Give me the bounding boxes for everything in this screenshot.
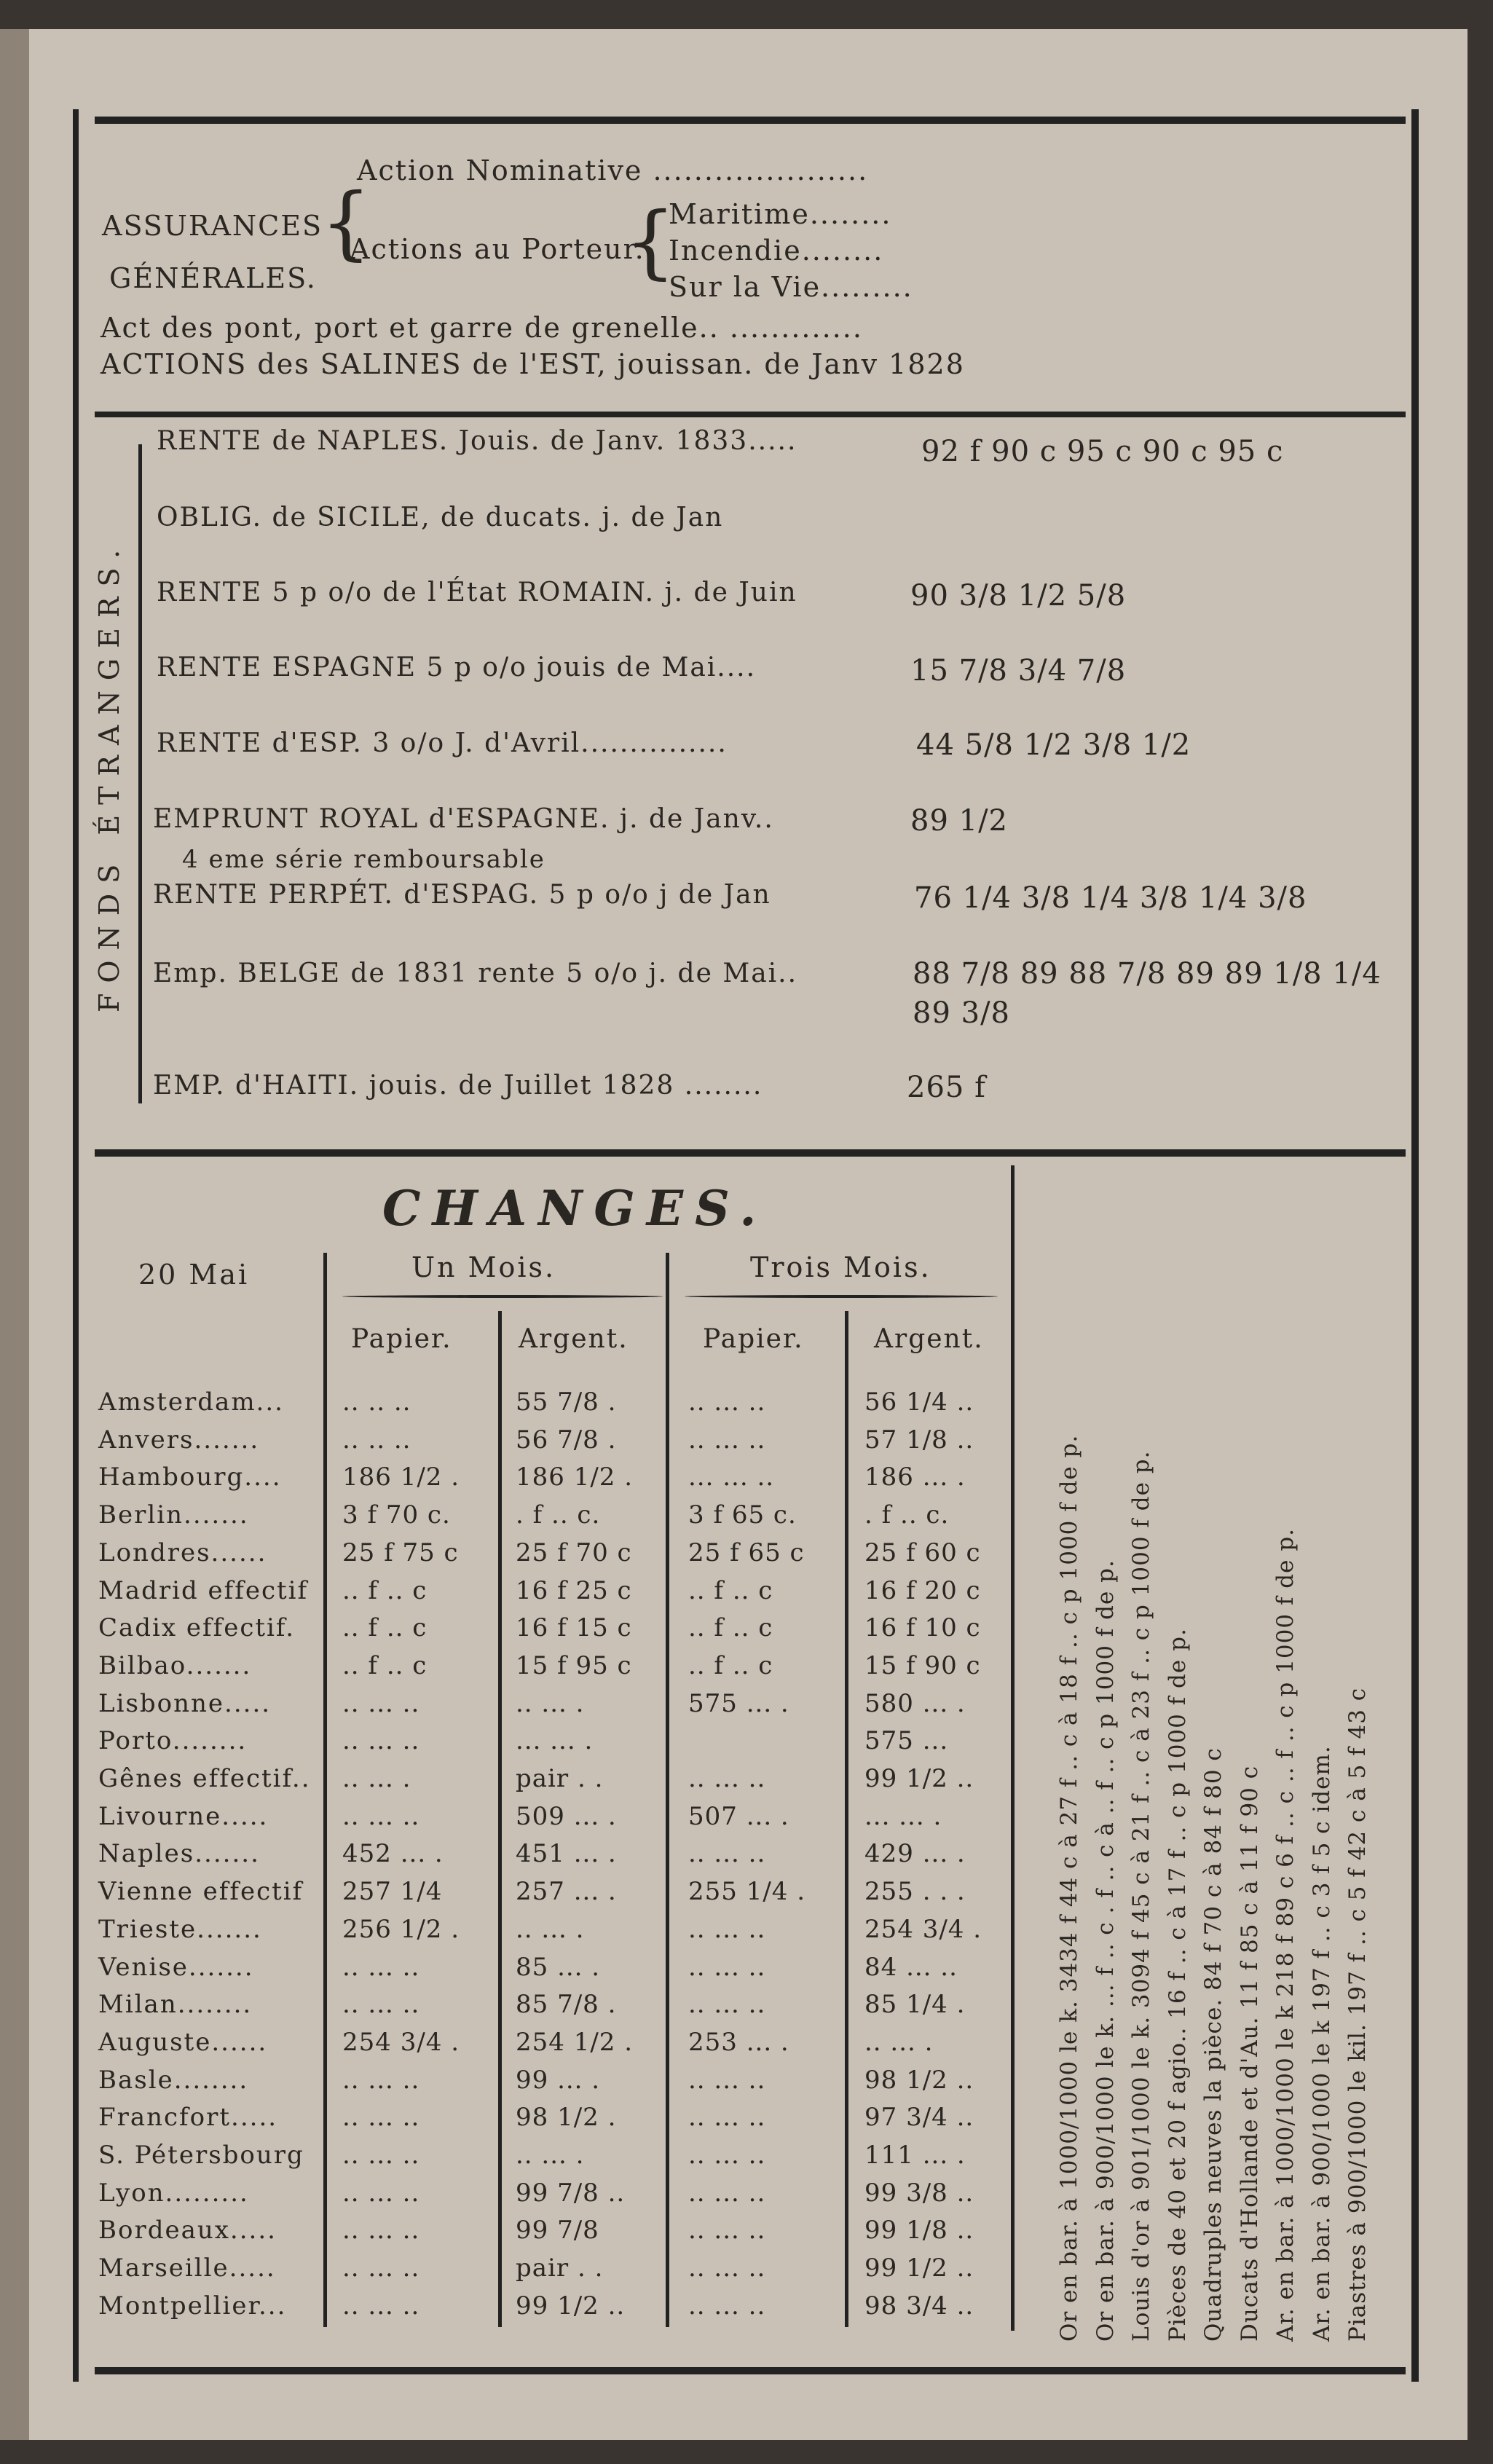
changes-row-23-c3: .. ... .. <box>688 2254 766 2283</box>
rule-changes <box>95 1149 1406 1157</box>
rule-fonds <box>95 412 1406 417</box>
fonds-row-4-value: 44 5/8 1/2 3/8 1/2 <box>916 728 1191 762</box>
changes-row-3-c4: . f .. c. <box>864 1500 950 1530</box>
fonds-row-5-value: 89 1/2 <box>910 804 1008 838</box>
changes-row-24-city: Montpellier... <box>98 2291 287 2321</box>
maritime: Maritime........ <box>669 198 892 230</box>
changes-row-18-city: Basle........ <box>98 2065 249 2095</box>
changes-row-1-c1: .. .. .. <box>342 1425 411 1455</box>
changes-row-2-city: Hambourg.... <box>98 1463 282 1492</box>
changes-row-4-c1: 25 f 75 c <box>342 1538 459 1567</box>
changes-row-10-c2: pair . . <box>516 1764 604 1793</box>
changes-row-6-c2: 16 f 15 c <box>516 1613 632 1643</box>
trois-mois-header: Trois Mois. <box>750 1251 931 1283</box>
fonds-row-7-name: RENTE PERPÉT. d'ESPAG. 5 p o/o j de Jan <box>153 880 771 910</box>
changes-row-21-c1: .. ... .. <box>342 2178 420 2208</box>
changes-row-9-c4: 575 ... <box>864 1726 949 1756</box>
changes-row-12-c4: 429 ... . <box>864 1839 966 1869</box>
fonds-row-9-value: 89 3/8 <box>913 996 1010 1030</box>
changes-row-20-c3: .. ... .. <box>688 2141 766 2170</box>
changes-row-23-city: Marseille..... <box>98 2254 276 2283</box>
col-line-5 <box>1011 1165 1015 2331</box>
fonds-etrangers-label: FONDS ÉTRANGERS. <box>93 539 125 1012</box>
changes-row-18-c4: 98 1/2 .. <box>864 2065 974 2095</box>
binding-edge <box>0 29 29 2440</box>
changes-row-11-c4: ... ... . <box>864 1801 942 1831</box>
changes-row-15-city: Venise....... <box>98 1952 254 1982</box>
actions-porteur: Actions au Porteur. <box>350 233 645 265</box>
changes-row-14-c1: 256 1/2 . <box>342 1914 460 1944</box>
changes-row-15-c1: .. ... .. <box>342 1952 420 1982</box>
changes-row-23-c1: .. ... .. <box>342 2254 420 2283</box>
changes-row-5-city: Madrid effectif <box>98 1575 309 1605</box>
changes-row-7-city: Bilbao....... <box>98 1650 252 1680</box>
trois-mois-rule <box>685 1295 998 1298</box>
changes-row-21-city: Lyon......... <box>98 2178 249 2208</box>
fonds-row-8-name: Emp. BELGE de 1831 rente 5 o/o j. de Mai.. <box>153 959 798 988</box>
changes-row-9-c2: ... ... . <box>516 1726 594 1756</box>
changes-row-6-city: Cadix effectif. <box>98 1613 296 1643</box>
changes-row-17-c3: 253 ... . <box>688 2027 789 2057</box>
metal-line-5: Ducats d'Hollande et d'Au. 11 f 85 c à 11 f 90 c <box>1236 1765 1263 2342</box>
changes-row-19-c3: .. ... .. <box>688 2103 766 2133</box>
changes-row-4-city: Londres...... <box>98 1538 267 1567</box>
changes-row-1-city: Anvers....... <box>98 1425 260 1455</box>
changes-row-22-city: Bordeaux..... <box>98 2216 277 2245</box>
changes-row-8-c4: 580 ... . <box>864 1688 966 1718</box>
col-line-1 <box>323 1253 327 2327</box>
changes-row-0-c2: 55 7/8 . <box>516 1388 617 1417</box>
fonds-divider <box>138 444 142 1103</box>
changes-row-0-c1: .. .. .. <box>342 1388 411 1417</box>
changes-row-4-c3: 25 f 65 c <box>688 1538 805 1567</box>
changes-row-7-c2: 15 f 95 c <box>516 1650 632 1680</box>
changes-row-24-c3: .. ... .. <box>688 2291 766 2321</box>
changes-row-11-c1: .. ... .. <box>342 1801 420 1831</box>
changes-row-16-c1: .. ... .. <box>342 1990 420 2020</box>
metal-line-3: Pièces de 40 et 20 f agio.. 16 f .. c à 17 f .. c p 1000 f de p. <box>1164 1628 1191 2342</box>
top-rule <box>95 117 1406 124</box>
changes-row-15-c3: .. ... .. <box>688 1952 766 1982</box>
metal-line-8: Piastres à 900/1000 le kil. 197 f .. c 5 f 42 c à 5 f 43 c <box>1344 1687 1371 2342</box>
changes-row-10-c1: .. ... . <box>342 1764 411 1793</box>
changes-row-14-c4: 254 3/4 . <box>864 1914 982 1944</box>
changes-row-17-c4: .. ... . <box>864 2027 934 2057</box>
changes-row-22-c4: 99 1/8 .. <box>864 2216 974 2245</box>
changes-row-21-c4: 99 3/8 .. <box>864 2178 974 2208</box>
changes-row-5-c2: 16 f 25 c <box>516 1575 632 1605</box>
changes-row-22-c1: .. ... .. <box>342 2216 420 2245</box>
changes-row-20-c4: 111 ... . <box>864 2141 966 2170</box>
changes-row-7-c4: 15 f 90 c <box>864 1650 981 1680</box>
changes-row-8-c3: 575 ... . <box>688 1688 789 1718</box>
changes-row-0-city: Amsterdam... <box>98 1388 284 1417</box>
fonds-row-10-name: EMP. d'HAITI. jouis. de Juillet 1828 ........ <box>153 1071 763 1101</box>
un-mois-header: Un Mois. <box>411 1251 556 1283</box>
changes-row-2-c4: 186 ... . <box>864 1463 966 1492</box>
changes-row-6-c3: .. f .. c <box>688 1613 773 1643</box>
changes-row-8-city: Lisbonne..... <box>98 1688 272 1718</box>
changes-row-17-c2: 254 1/2 . <box>516 2027 634 2057</box>
changes-row-8-c2: .. ... . <box>516 1688 585 1718</box>
changes-row-5-c4: 16 f 20 c <box>864 1575 981 1605</box>
changes-row-13-c4: 255 . . . <box>864 1877 966 1907</box>
changes-row-24-c2: 99 1/2 .. <box>516 2291 626 2321</box>
changes-row-5-c3: .. f .. c <box>688 1575 773 1605</box>
changes-row-20-c2: .. ... . <box>516 2141 585 2170</box>
changes-row-14-c3: .. ... .. <box>688 1914 766 1944</box>
changes-row-19-c1: .. ... .. <box>342 2103 420 2133</box>
incendie: Incendie........ <box>669 235 884 267</box>
changes-row-4-c2: 25 f 70 c <box>516 1538 632 1567</box>
changes-row-19-c4: 97 3/4 .. <box>864 2103 974 2133</box>
metal-line-4: Quadruples neuves la pièce. 84 f 70 c à 84 f 80 c <box>1200 1747 1226 2342</box>
changes-row-11-c2: 509 ... . <box>516 1801 617 1831</box>
changes-row-2-c1: 186 1/2 . <box>342 1463 460 1492</box>
changes-row-21-c3: .. ... .. <box>688 2178 766 2208</box>
changes-row-19-c2: 98 1/2 . <box>516 2103 617 2133</box>
changes-row-16-c2: 85 7/8 . <box>516 1990 617 2020</box>
changes-row-16-c3: .. ... .. <box>688 1990 766 2020</box>
fonds-row-5-name: EMPRUNT ROYAL d'ESPAGNE. j. de Janv.. <box>153 804 774 834</box>
changes-row-11-city: Livourne..... <box>98 1801 269 1831</box>
changes-row-6-c4: 16 f 10 c <box>864 1613 981 1643</box>
changes-row-3-city: Berlin....... <box>98 1500 249 1530</box>
metal-line-7: Ar. en bar. à 900/1000 le k 197 f .. c 3 f 5 c idem. <box>1308 1745 1335 2342</box>
changes-row-24-c1: .. ... .. <box>342 2291 420 2321</box>
fonds-row-2-name: RENTE 5 p o/o de l'État ROMAIN. j. de Juin <box>157 578 797 607</box>
fonds-row-4-name: RENTE d'ESP. 3 o/o J. d'Avril............... <box>157 728 728 758</box>
changes-row-4-c4: 25 f 60 c <box>864 1538 981 1567</box>
changes-row-23-c2: pair . . <box>516 2254 604 2283</box>
metal-line-2: Louis d'or à 901/1000 le k. 3094 f 45 c à 21 f .. c à 23 f .. c p 1000 f de p. <box>1128 1450 1154 2342</box>
changes-row-22-c3: .. ... .. <box>688 2216 766 2245</box>
changes-row-12-city: Naples....... <box>98 1839 260 1869</box>
changes-row-1-c4: 57 1/8 .. <box>864 1425 974 1455</box>
changes-row-2-c2: 186 1/2 . <box>516 1463 634 1492</box>
changes-row-6-c1: .. f .. c <box>342 1613 428 1643</box>
fonds-row-0-name: RENTE de NAPLES. Jouis. de Janv. 1833..... <box>157 426 797 456</box>
action-nominative: Action Nominative ..................... <box>357 154 869 186</box>
changes-row-12-c3: .. ... .. <box>688 1839 766 1869</box>
col-line-2 <box>498 1311 502 2327</box>
changes-row-23-c4: 99 1/2 .. <box>864 2254 974 2283</box>
actions-salines: ACTIONS des SALINES de l'EST, jouissan. de Janv 1828 <box>101 348 965 380</box>
changes-row-16-c4: 85 1/4 . <box>864 1990 966 2020</box>
changes-row-12-c2: 451 ... . <box>516 1839 617 1869</box>
changes-row-24-c4: 98 3/4 .. <box>864 2291 974 2321</box>
changes-date: 20 Mai <box>138 1259 250 1291</box>
changes-row-13-c1: 257 1/4 <box>342 1877 443 1907</box>
changes-row-8-c1: .. ... .. <box>342 1688 420 1718</box>
argent-header-1: Argent. <box>519 1324 629 1354</box>
changes-row-10-city: Gênes effectif.. <box>98 1764 311 1793</box>
papier-header-2: Papier. <box>703 1324 804 1354</box>
changes-row-18-c3: .. ... .. <box>688 2065 766 2095</box>
changes-row-13-city: Vienne effectif <box>98 1877 304 1907</box>
changes-row-10-c4: 99 1/2 .. <box>864 1764 974 1793</box>
changes-row-3-c1: 3 f 70 c. <box>342 1500 451 1530</box>
changes-row-9-city: Porto........ <box>98 1726 248 1756</box>
fonds-row-8-value: 88 7/8 89 88 7/8 89 89 1/8 1/4 <box>913 957 1382 991</box>
un-mois-rule <box>342 1295 663 1298</box>
changes-row-7-c3: .. f .. c <box>688 1650 773 1680</box>
changes-row-14-city: Trieste....... <box>98 1914 262 1944</box>
fonds-row-0-value: 92 f 90 c 95 c 90 c 95 c <box>921 435 1284 468</box>
bottom-rule <box>95 2367 1406 2374</box>
brace-porteur: { <box>625 194 676 288</box>
changes-row-5-c1: .. f .. c <box>342 1575 428 1605</box>
assurances-label-2: GÉNÉRALES. <box>109 262 317 294</box>
changes-row-15-c2: 85 ... . <box>516 1952 601 1982</box>
fonds-row-3-value: 15 7/8 3/4 7/8 <box>910 654 1127 688</box>
changes-row-21-c2: 99 7/8 .. <box>516 2178 626 2208</box>
fonds-row-6-name: 4 eme série remboursable <box>182 845 545 874</box>
fonds-row-7-value: 76 1/4 3/8 1/4 3/8 1/4 3/8 <box>914 881 1307 915</box>
changes-row-10-c3: .. ... .. <box>688 1764 766 1793</box>
argent-header-2: Argent. <box>874 1324 984 1354</box>
changes-row-3-c2: . f .. c. <box>516 1500 601 1530</box>
changes-row-1-c2: 56 7/8 . <box>516 1425 617 1455</box>
fonds-row-3-name: RENTE ESPAGNE 5 p o/o jouis de Mai.... <box>157 653 757 682</box>
changes-row-0-c4: 56 1/4 .. <box>864 1388 974 1417</box>
changes-row-14-c2: .. ... . <box>516 1914 585 1944</box>
changes-row-16-city: Milan........ <box>98 1990 253 2020</box>
col-line-3 <box>666 1253 669 2327</box>
changes-title: CHANGES. <box>382 1180 768 1237</box>
changes-row-1-c3: .. ... .. <box>688 1425 766 1455</box>
metal-line-6: Ar. en bar. à 1000/1000 le k 218 f 89 c 6 f .. c .. f .. c p 1000 f de p. <box>1272 1527 1299 2342</box>
changes-row-20-city: S. Pétersbourg <box>98 2141 304 2170</box>
metal-line-1: Or en bar. à 900/1000 le k. ... f .. c . f .. c à .. f .. c p 1000 f de p. <box>1092 1559 1119 2342</box>
fonds-row-2-value: 90 3/8 1/2 5/8 <box>910 579 1127 613</box>
changes-row-12-c1: 452 ... . <box>342 1839 444 1869</box>
metal-line-0: Or en bar. à 1000/1000 le k. 3434 f 44 c à 27 f .. c à 18 f .. c p 1000 f de p. <box>1056 1434 1082 2342</box>
changes-row-11-c3: 507 ... . <box>688 1801 789 1831</box>
sur-la-vie: Sur la Vie......... <box>669 271 913 303</box>
assurances-label-1: ASSURANCES <box>102 210 323 242</box>
changes-row-2-c3: ... ... .. <box>688 1463 775 1492</box>
changes-row-18-c1: .. ... .. <box>342 2065 420 2095</box>
brace-assurances: { <box>320 176 371 269</box>
changes-row-13-c2: 257 ... . <box>516 1877 617 1907</box>
changes-row-22-c2: 99 7/8 <box>516 2216 599 2245</box>
changes-row-17-city: Auguste...... <box>98 2027 268 2057</box>
changes-row-9-c1: .. ... .. <box>342 1726 420 1756</box>
col-line-4 <box>845 1311 848 2327</box>
changes-row-3-c3: 3 f 65 c. <box>688 1500 797 1530</box>
changes-row-7-c1: .. f .. c <box>342 1650 428 1680</box>
changes-row-19-city: Francfort..... <box>98 2103 278 2133</box>
changes-row-18-c2: 99 ... . <box>516 2065 601 2095</box>
changes-row-17-c1: 254 3/4 . <box>342 2027 460 2057</box>
act-pont: Act des pont, port et garre de grenelle.. ............. <box>101 312 863 344</box>
fonds-row-1-name: OBLIG. de SICILE, de ducats. j. de Jan <box>157 503 724 532</box>
changes-row-20-c1: .. ... .. <box>342 2141 420 2170</box>
papier-header-1: Papier. <box>351 1324 452 1354</box>
changes-row-13-c3: 255 1/4 . <box>688 1877 806 1907</box>
fonds-row-10-value: 265 f <box>907 1071 986 1104</box>
changes-row-15-c4: 84 ... .. <box>864 1952 958 1982</box>
changes-row-0-c3: .. ... .. <box>688 1388 766 1417</box>
